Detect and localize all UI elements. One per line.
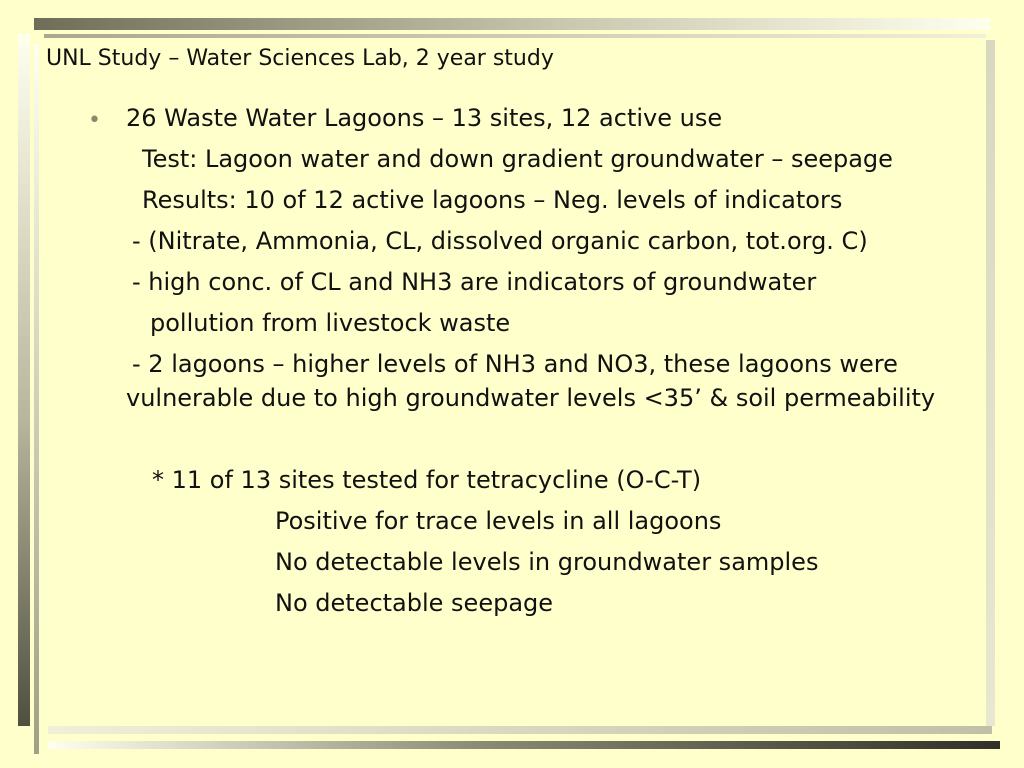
body-line: Positive for trace levels in all lagoons	[275, 507, 722, 535]
left-frame-bar	[18, 34, 30, 726]
bullet-icon: •	[88, 108, 101, 133]
body-line: No detectable seepage	[275, 589, 554, 617]
body-line: - (Nitrate, Ammonia, CL, dissolved organic carbon, tot.org. C)	[132, 227, 868, 255]
bottom-frame-bar	[48, 726, 992, 734]
body-line: - high conc. of CL and NH3 are indicators of groundwater	[132, 268, 817, 296]
slide-title: UNL Study – Water Sciences Lab, 2 year study	[46, 46, 554, 71]
right-frame-bar	[986, 40, 995, 726]
body-line: - 2 lagoons – higher levels of NH3 and NO3, these lagoons were	[132, 350, 898, 378]
body-line: No detectable levels in groundwater samples	[275, 548, 819, 576]
body-line: Test: Lagoon water and down gradient groundwater – seepage	[142, 145, 893, 173]
left-frame-inner-bar	[34, 44, 39, 754]
body-line: * 11 of 13 sites tested for tetracycline (O-C-T)	[152, 466, 702, 494]
body-line: Results: 10 of 12 active lagoons – Neg. levels of indicators	[142, 186, 843, 214]
body-line: 26 Waste Water Lagoons – 13 sites, 12 active use	[126, 104, 723, 132]
top-frame-inner-bar	[44, 34, 986, 38]
top-frame-bar	[34, 18, 990, 30]
bottom-frame-dark-bar	[48, 741, 1000, 749]
body-line: pollution from livestock waste	[150, 309, 511, 337]
body-line: vulnerable due to high groundwater levels <35’ & soil permeability	[126, 384, 936, 412]
